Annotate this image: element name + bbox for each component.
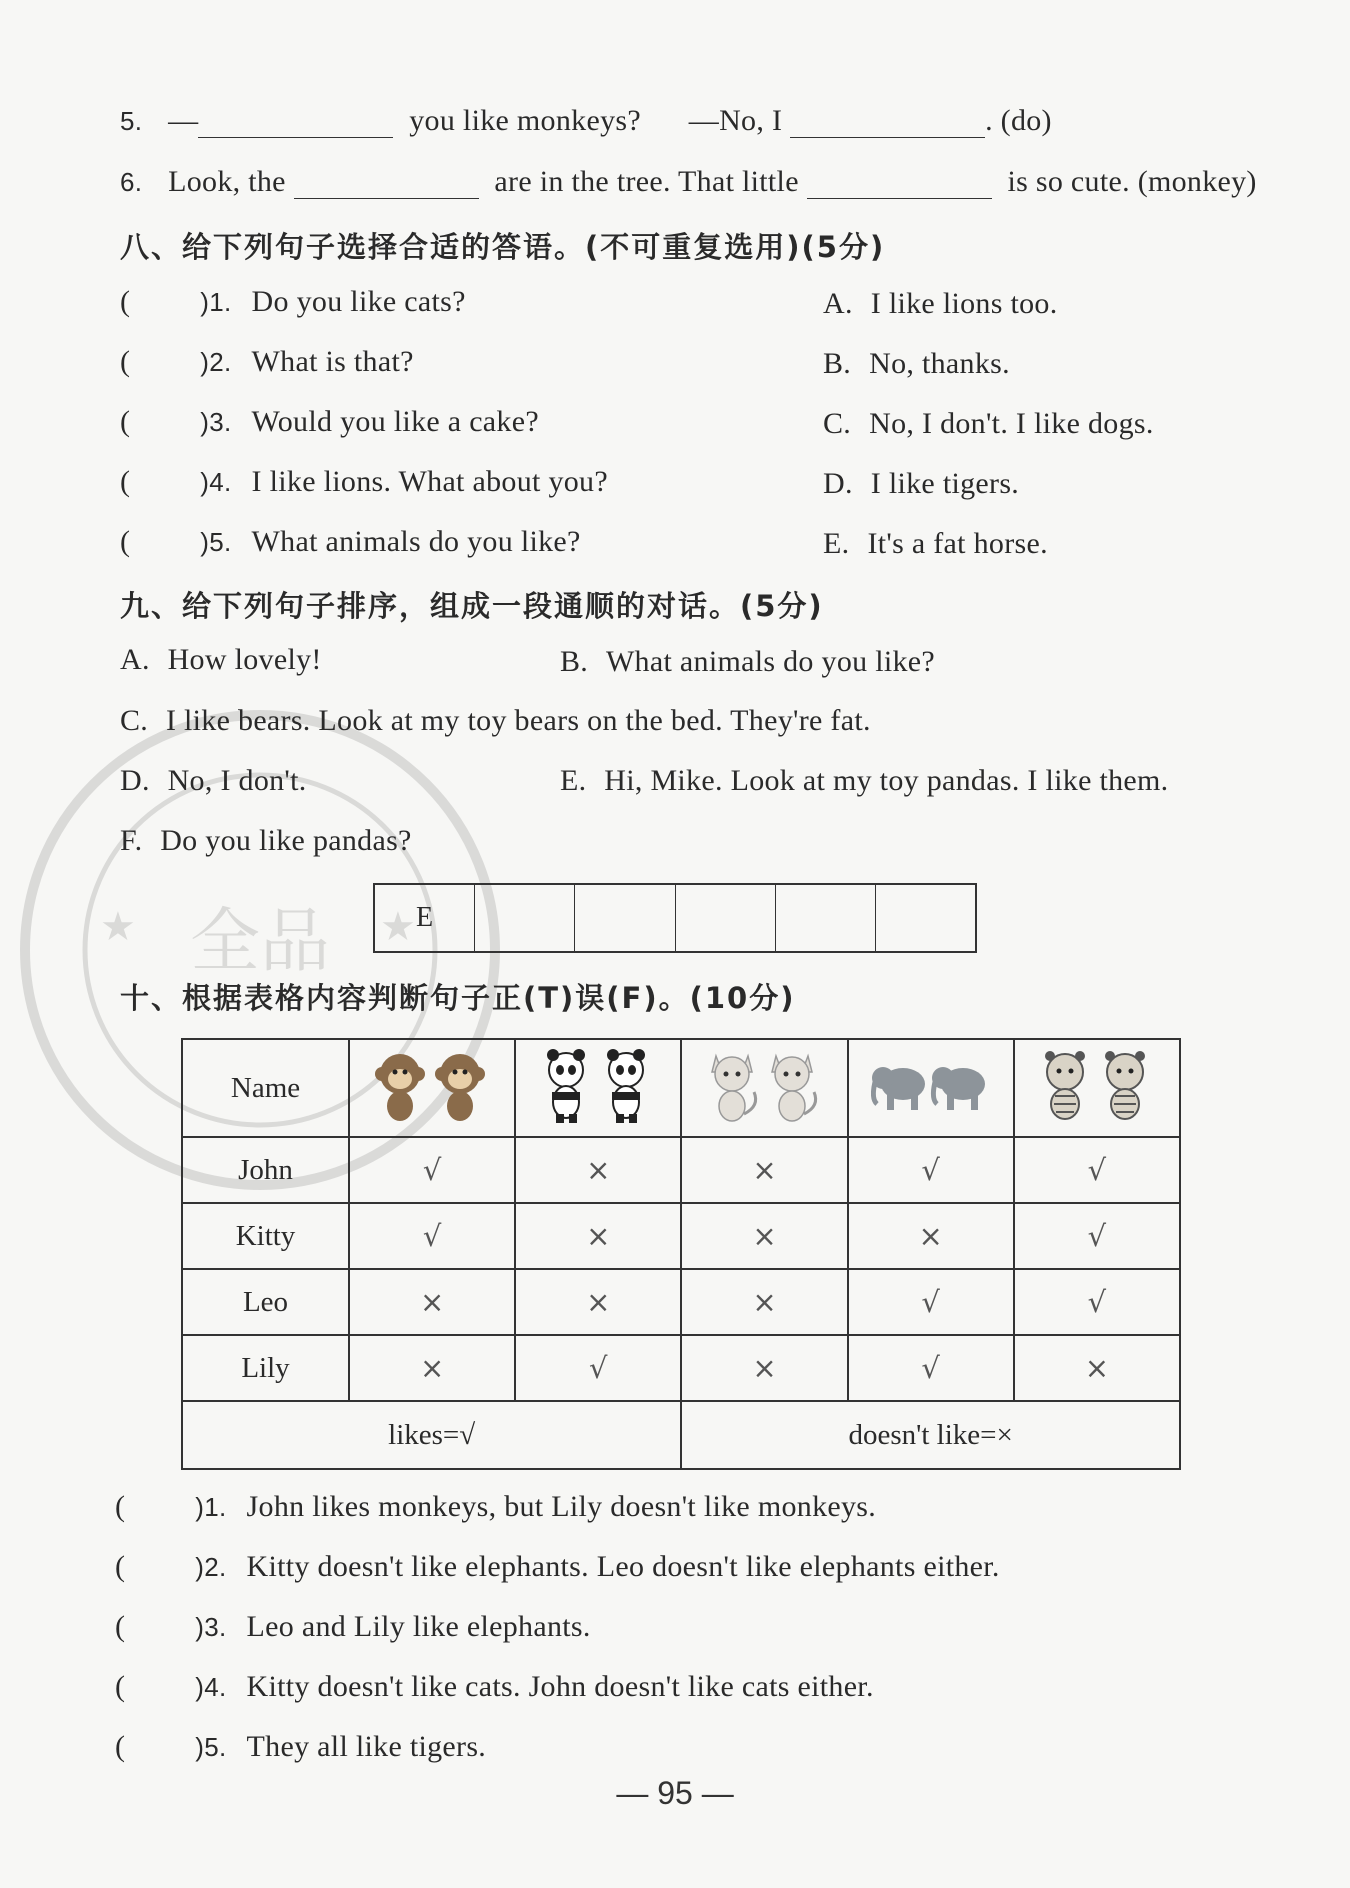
answer-paren[interactable]: ( xyxy=(120,285,131,318)
answer-paren[interactable]: ( xyxy=(120,405,131,438)
answer-blank[interactable] xyxy=(294,168,479,199)
name-header: Name xyxy=(182,1039,349,1137)
tf-question-row: ( )2. Kitty doesn't like elephants. Leo doesn't like elephants either. xyxy=(115,1550,1000,1583)
table-row xyxy=(182,1137,1180,1203)
question-text: Kitty doesn't like elephants. Leo doesn't like elephants either. xyxy=(246,1550,1000,1583)
preference-mark: √ xyxy=(1014,1137,1180,1203)
preference-mark: × xyxy=(349,1335,515,1401)
question-text: Do you like cats? xyxy=(251,285,466,318)
question-row: ( )1. Do you like cats? xyxy=(120,285,466,318)
legend-likes: likes=√ xyxy=(182,1401,681,1469)
cat-icon xyxy=(704,1044,824,1124)
sequence-cell[interactable] xyxy=(474,885,574,951)
preference-mark: × xyxy=(515,1137,681,1203)
preference-mark: √ xyxy=(848,1137,1014,1203)
fill-item-6: 6. Look, the are in the tree. That little is so cute. (monkey) xyxy=(120,165,1257,198)
answer-blank[interactable] xyxy=(198,107,393,138)
preference-mark: √ xyxy=(349,1203,515,1269)
answer-blank[interactable] xyxy=(807,168,992,199)
student-name: Lily xyxy=(182,1335,349,1401)
question-row: ( )5. What animals do you like? xyxy=(120,525,581,558)
preference-mark: × xyxy=(515,1269,681,1335)
preference-mark: × xyxy=(681,1335,847,1401)
preference-mark: √ xyxy=(1014,1203,1180,1269)
question-text: Leo and Lily like elephants. xyxy=(246,1610,591,1643)
question-text: I like lions. What about you? xyxy=(251,465,608,498)
question-text: John likes monkeys, but Lily doesn't like monkeys. xyxy=(246,1490,877,1523)
question-text: What animals do you like? xyxy=(251,525,581,558)
svg-text:★: ★ xyxy=(380,904,416,950)
question-row: ( )4. I like lions. What about you? xyxy=(120,465,608,498)
question-row: ( )3. Would you like a cake? xyxy=(120,405,539,438)
answer-paren[interactable]: ( xyxy=(115,1610,126,1643)
answer-option: E. It's a fat horse. xyxy=(823,527,1048,560)
question-text: Would you like a cake? xyxy=(251,405,539,438)
answer-option: A. I like lions too. xyxy=(823,287,1058,320)
preference-mark: × xyxy=(349,1269,515,1335)
legend-doesnt-like: doesn't like=× xyxy=(681,1401,1180,1469)
option-e: E. Hi, Mike. Look at my toy pandas. I like them. xyxy=(560,764,1169,797)
preference-mark: √ xyxy=(349,1137,515,1203)
table-row xyxy=(182,1203,1180,1269)
svg-text:★: ★ xyxy=(100,904,136,950)
animal-preference-table xyxy=(181,1038,1181,1470)
preference-mark: × xyxy=(848,1203,1014,1269)
sequence-cell[interactable] xyxy=(775,885,875,951)
svg-text:全品: 全品 xyxy=(190,900,330,982)
table-row xyxy=(182,1269,1180,1335)
tf-question-row: ( )1. John likes monkeys, but Lily doesn't like monkeys. xyxy=(115,1490,877,1523)
answer-paren[interactable]: ( xyxy=(115,1490,126,1523)
student-name: Leo xyxy=(182,1269,349,1335)
preference-mark: × xyxy=(515,1203,681,1269)
answer-paren[interactable]: ( xyxy=(120,525,131,558)
preference-mark: √ xyxy=(1014,1269,1180,1335)
preference-mark: √ xyxy=(848,1335,1014,1401)
fill-item-5: 5. — you like monkeys? —No, I . (do) xyxy=(120,104,1052,137)
elephant-icon xyxy=(871,1044,991,1124)
question-row: ( )2. What is that? xyxy=(120,345,414,378)
option-b: B. What animals do you like? xyxy=(560,645,936,678)
tf-question-row: ( )4. Kitty doesn't like cats. John doesn't like cats either. xyxy=(115,1670,874,1703)
question-text: What is that? xyxy=(251,345,414,378)
answer-paren[interactable]: ( xyxy=(115,1550,126,1583)
answer-paren[interactable]: ( xyxy=(115,1670,126,1703)
sequence-cell[interactable]: E xyxy=(416,902,434,933)
table-row xyxy=(182,1335,1180,1401)
tiger-icon xyxy=(1037,1044,1157,1124)
sequence-cell[interactable] xyxy=(875,885,975,951)
answer-paren[interactable]: ( xyxy=(120,345,131,378)
section-10-title: 十、根据表格内容判断句子正(T)误(F)。(10分) xyxy=(120,981,796,1015)
student-name: John xyxy=(182,1137,349,1203)
option-c: C. I like bears. Look at my toy bears on the bed. They're fat. xyxy=(120,704,871,737)
page-number: — 95 — xyxy=(616,1775,734,1811)
legend-row xyxy=(182,1401,1180,1469)
answer-option: B. No, thanks. xyxy=(823,347,1010,380)
section-8-title: 八、给下列句子选择合适的答语。(不可重复选用)(5分) xyxy=(120,230,886,264)
preference-mark: √ xyxy=(848,1269,1014,1335)
sequence-cell[interactable] xyxy=(675,885,775,951)
question-text: Kitty doesn't like cats. John doesn't like cats either. xyxy=(246,1670,874,1703)
preference-mark: × xyxy=(1014,1335,1180,1401)
answer-option: C. No, I don't. I like dogs. xyxy=(823,407,1154,440)
question-text: They all like tigers. xyxy=(246,1730,487,1763)
preference-mark: × xyxy=(681,1137,847,1203)
preference-mark: √ xyxy=(515,1335,681,1401)
preference-mark: × xyxy=(681,1203,847,1269)
option-f: F. Do you like pandas? xyxy=(120,824,412,857)
sequence-cell[interactable] xyxy=(574,885,674,951)
option-a: A. How lovely! xyxy=(120,643,322,676)
monkey-icon xyxy=(372,1044,492,1124)
sequence-box xyxy=(373,883,977,953)
student-name: Kitty xyxy=(182,1203,349,1269)
section-9-title: 九、给下列句子排序，组成一段通顺的对话。(5分) xyxy=(120,589,824,623)
tf-question-row: ( )3. Leo and Lily like elephants. xyxy=(115,1610,591,1643)
answer-blank[interactable] xyxy=(790,107,985,138)
preference-mark: × xyxy=(681,1269,847,1335)
answer-paren[interactable]: ( xyxy=(120,465,131,498)
table-header-row xyxy=(182,1039,1180,1137)
answer-paren[interactable]: ( xyxy=(115,1730,126,1763)
tf-question-row: ( )5. They all like tigers. xyxy=(115,1730,487,1763)
panda-icon xyxy=(538,1044,658,1124)
answer-option: D. I like tigers. xyxy=(823,467,1020,500)
option-d: D. No, I don't. xyxy=(120,764,307,797)
